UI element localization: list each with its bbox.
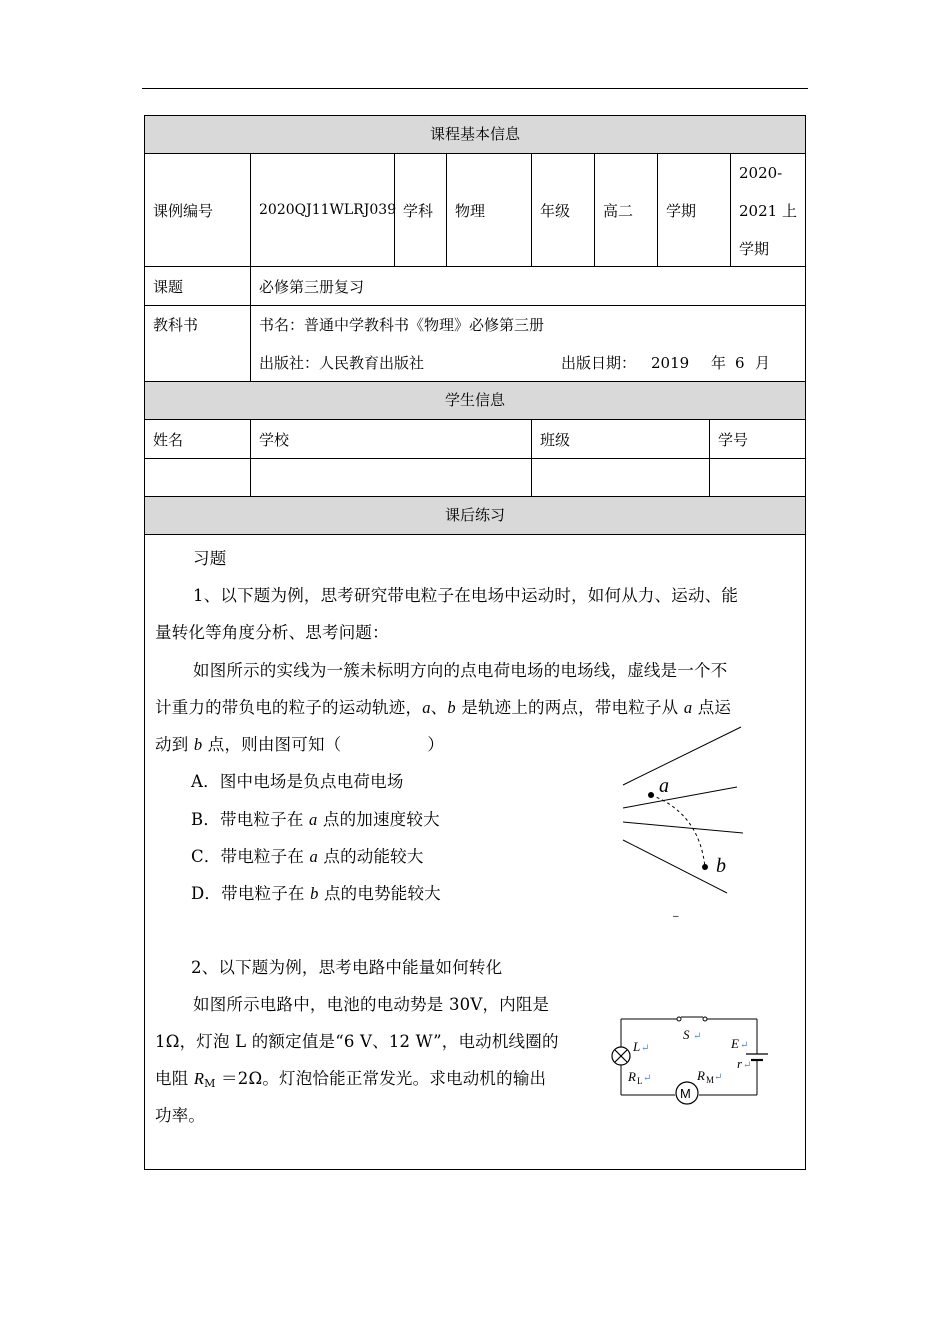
svg-text:M: M: [706, 1075, 715, 1085]
q2-line1: 如图所示电路中，电池的电动势是 30V，内阻是: [193, 995, 550, 1014]
school-label: 学校: [251, 420, 532, 459]
label-RM: R: [697, 1068, 705, 1083]
grade-label: 年级: [532, 154, 595, 267]
svg-text:↵: ↵: [740, 1040, 749, 1051]
label-E: E: [731, 1036, 739, 1051]
option-b: B．带电粒子在 a 点的加速度较大: [191, 810, 440, 829]
svg-text:↵: ↵: [743, 1060, 752, 1071]
course-info-header: 课程基本信息: [145, 116, 806, 154]
option-c: C．带电粒子在 a 点的动能较大: [191, 847, 424, 866]
svg-text:↵: ↵: [693, 1031, 702, 1042]
label-r: r: [737, 1056, 743, 1071]
field-line-figure: [615, 725, 765, 925]
svg-text:↵: ↵: [643, 1073, 652, 1084]
name-label: 姓名: [145, 420, 251, 459]
book-name: 书名：普通中学教科书《物理》必修第三册: [259, 316, 545, 334]
field-line-1: [623, 727, 741, 785]
q2-line4: 功率。: [155, 1106, 206, 1125]
exercise-body: [145, 535, 806, 1169]
pub-date-label: 出版日期：: [561, 354, 637, 372]
fig-mark: –: [673, 911, 679, 922]
q1-stem-line2: 计重力的带负电的粒子的运动轨迹，a、b 是轨迹上的两点，带电粒子从 a 点运: [155, 698, 732, 717]
grade-value: 高二: [595, 154, 658, 267]
svg-text:↵: ↵: [714, 1072, 723, 1083]
svg-text:↵: ↵: [641, 1043, 650, 1054]
trajectory: [651, 795, 705, 867]
textbook-info: [251, 306, 806, 382]
pub-month: 6: [735, 354, 745, 372]
q1-stem-line3: 动到 b 点，则由图可知（ ）: [155, 735, 445, 754]
exercise-title: 习题: [193, 549, 227, 568]
topic-value: 必修第三册复习: [251, 267, 806, 306]
class-label: 班级: [532, 420, 710, 459]
course-id-label: 课例编号: [145, 154, 251, 267]
point-b: [702, 864, 708, 870]
homework-header: 课后练习: [145, 497, 806, 535]
label-S: S: [683, 1027, 690, 1042]
publisher: 出版社：人民教育出版社: [259, 354, 425, 372]
label-b: b: [716, 855, 726, 877]
topic-label: 课题: [145, 267, 251, 306]
course-table: [144, 115, 806, 1170]
subject-label: 学科: [395, 154, 447, 267]
q2-line2: 1Ω，灯泡 L 的额定值是“6 V、12 W”，电动机线圈的: [155, 1032, 559, 1051]
q2-line3: 电阻 $R_M =2\Omega$。灯泡恰能正常发光。求电动机的输出: [155, 1069, 547, 1090]
number-field[interactable]: [710, 459, 806, 497]
field-line-4: [623, 840, 727, 893]
term-label: 学期: [658, 154, 731, 267]
q2-intro: 2、以下题为例，思考电路中能量如何转化: [191, 958, 503, 977]
number-label: 学号: [710, 420, 806, 459]
label-a: a: [659, 775, 669, 797]
school-field[interactable]: [251, 459, 532, 497]
label-RL: R: [628, 1069, 636, 1084]
point-a: [648, 792, 654, 798]
circuit-figure: [603, 995, 783, 1115]
svg-text:L: L: [637, 1076, 643, 1086]
field-line-2: [623, 787, 737, 808]
switch-contact-right: [703, 1017, 707, 1021]
field-line-3: [623, 822, 743, 833]
pub-month-unit: 月: [755, 354, 771, 372]
q1-intro-line1: 1、以下题为例，思考研究带电粒子在电场中运动时，如何从力、运动、能: [193, 586, 739, 605]
term-value: 2020- 2021 上 学期: [731, 154, 806, 267]
publisher-line: [259, 344, 805, 382]
pub-year-unit: 年: [711, 354, 727, 372]
svg-text:M: M: [680, 1086, 691, 1101]
option-a: A．图中电场是负点电荷电场: [191, 772, 404, 791]
pub-year: 2019: [651, 354, 690, 372]
label-L: L: [633, 1039, 641, 1054]
textbook-label: 教科书: [145, 306, 251, 382]
option-d: D．带电粒子在 b 点的电势能较大: [191, 884, 441, 903]
top-rule: [142, 88, 808, 89]
student-info-header: 学生信息: [145, 382, 806, 420]
course-id-value: 2020QJ11WLRJ039: [251, 154, 395, 267]
name-field[interactable]: [145, 459, 251, 497]
class-field[interactable]: [532, 459, 710, 497]
switch-contact-left: [677, 1017, 681, 1021]
q1-intro-line2: 量转化等角度分析、思考问题：: [155, 623, 389, 642]
subject-value: 物理: [447, 154, 532, 267]
q1-stem-line1: 如图所示的实线为一簇未标明方向的点电荷电场的电场线，虚线是一个不: [193, 661, 728, 680]
